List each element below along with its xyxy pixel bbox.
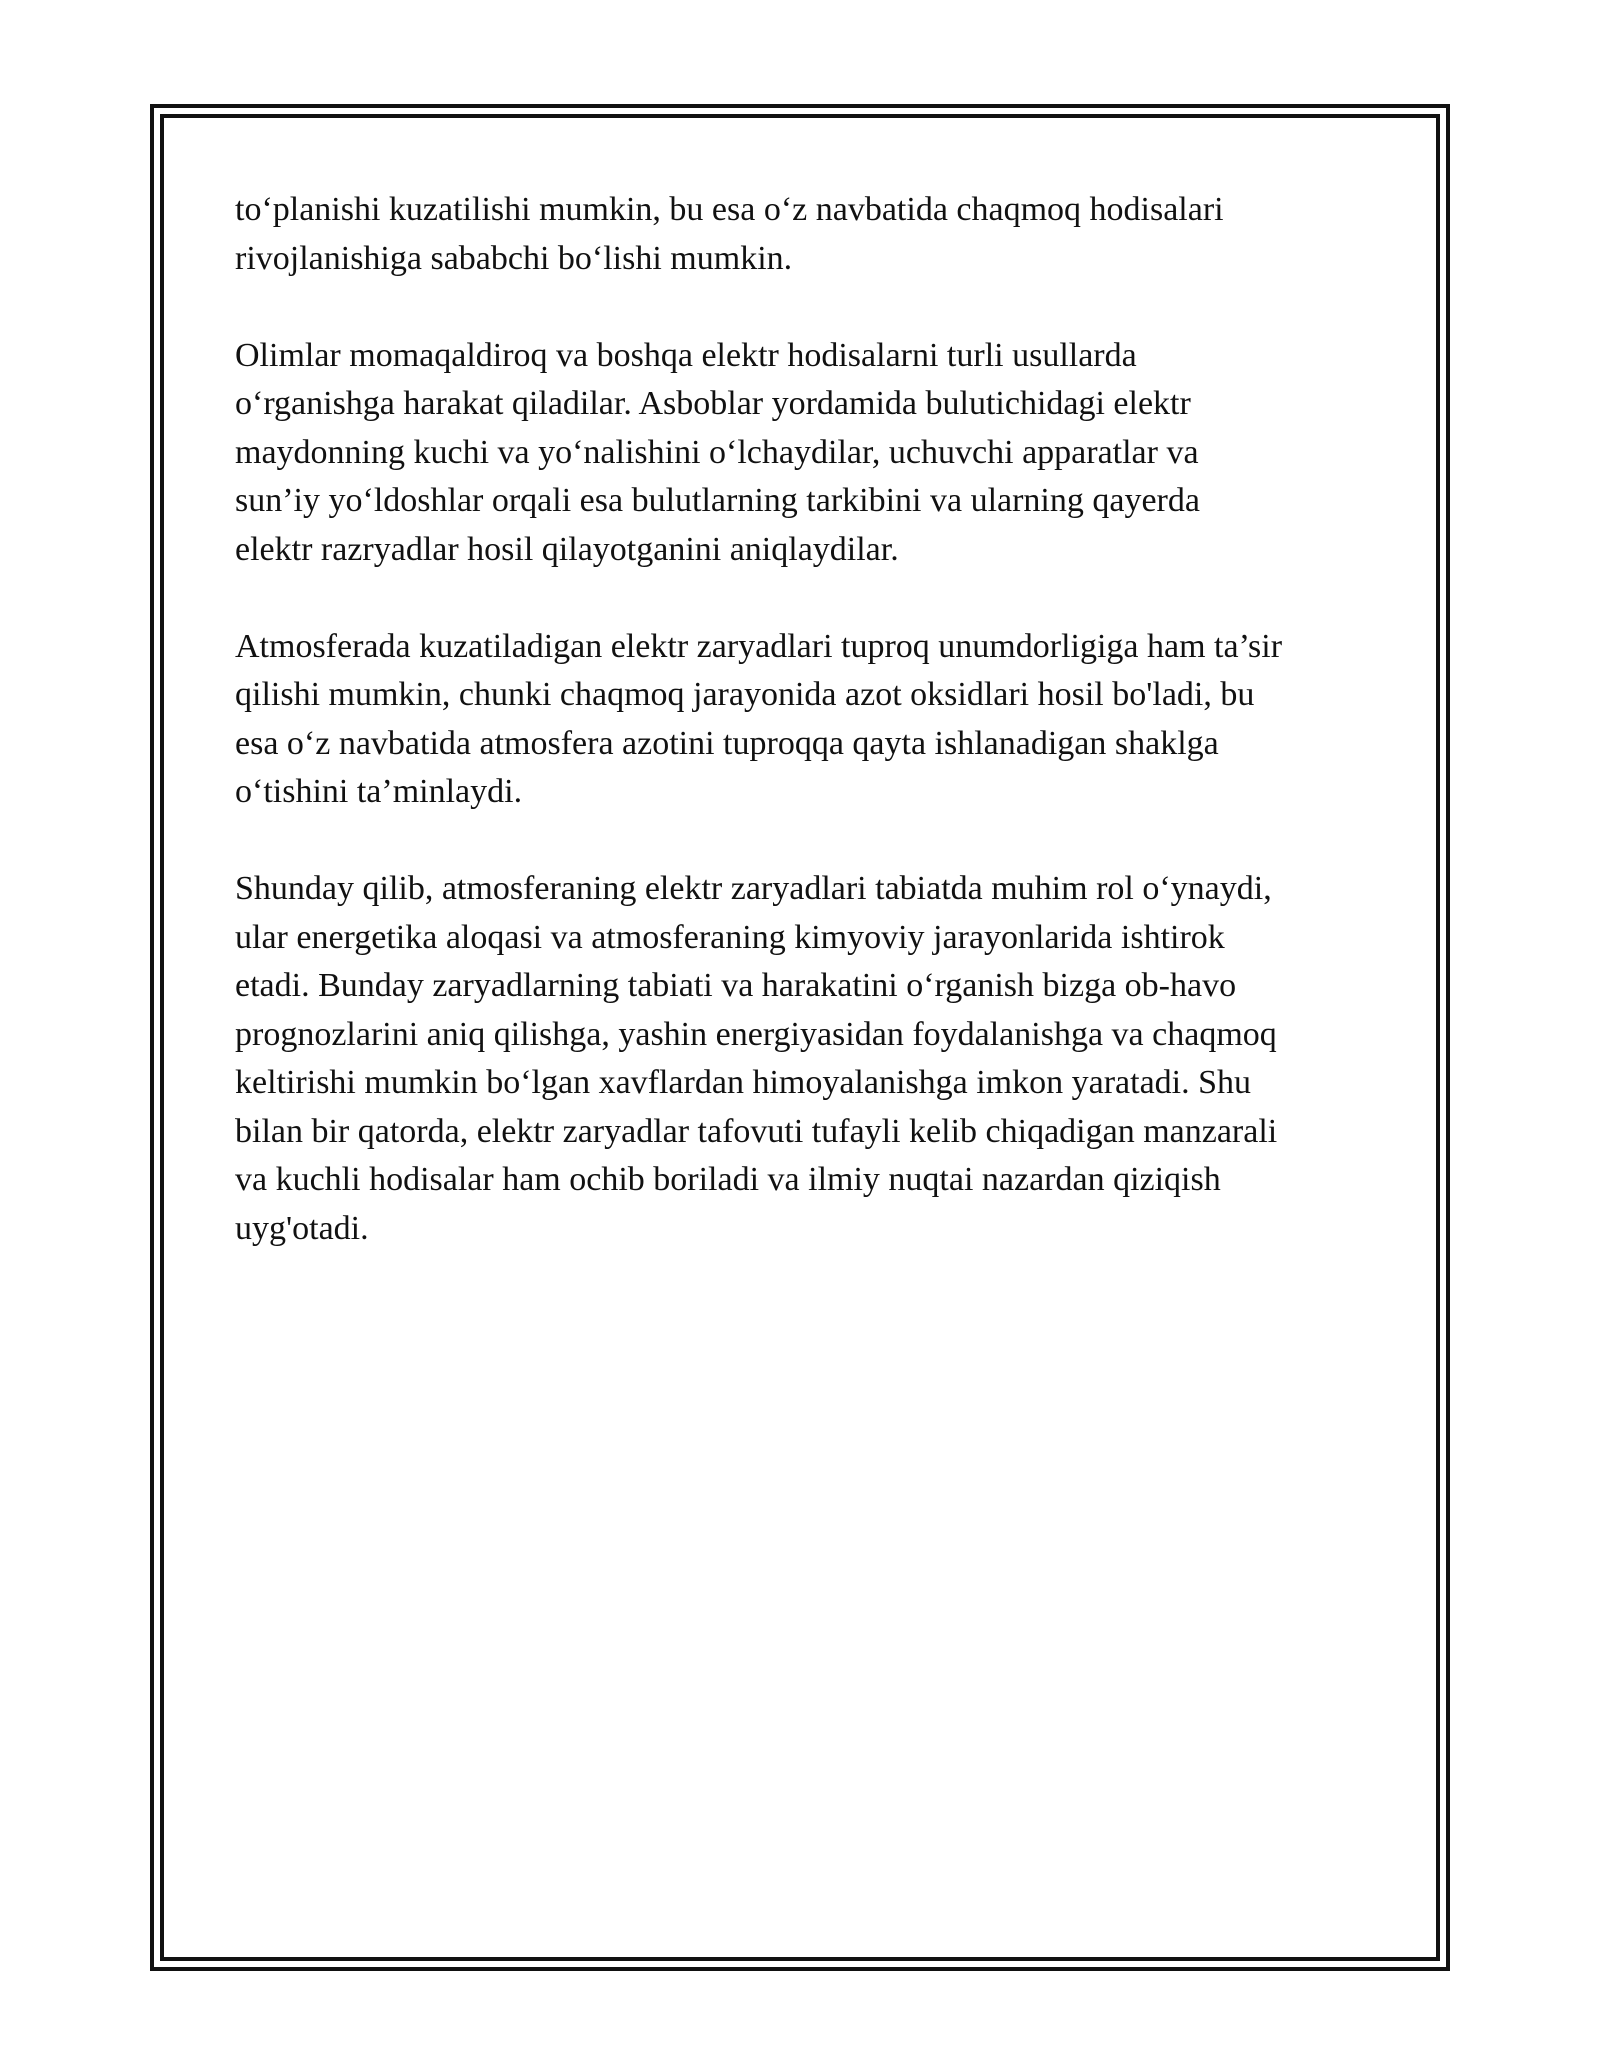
text-line: uyg'otadi.: [235, 1209, 369, 1247]
text-line: maydonning kuchi va yo‘nalishini o‘lchaydilar, uchuvchi apparatlar va: [235, 433, 1199, 471]
text-line: esa o‘z navbatida atmosfera azotini tuproqqa qayta ishlanadigan shaklga: [235, 724, 1219, 762]
text-line: keltirishi mumkin bo‘lgan xavflardan himoyalanishga imkon yaratadi. Shu: [235, 1064, 1252, 1101]
paragraph-4: [235, 865, 1375, 1253]
paragraph-3: [235, 623, 1375, 817]
text-line: rivojlanishiga sababchi bo‘lishi mumkin.: [235, 239, 793, 277]
text-line: sun’iy yo‘ldoshlar orqali esa bulutlarning tarkibini va ularning qayerda: [235, 482, 1200, 519]
text-line: Atmosferada kuzatiladigan elektr zaryadlari tuproq unumdorligiga ham ta’sir: [235, 627, 1283, 665]
text-line: Shunday qilib, atmosferaning elektr zaryadlari tabiatda muhim rol o‘ynaydi,: [235, 870, 1272, 907]
text-line: etadi. Bunday zaryadlarning tabiati va harakatini o‘rganish bizga ob-havo: [235, 967, 1237, 1004]
text-line: o‘rganishga harakat qiladilar. Asboblar yordamida bulutichidagi elektr: [235, 385, 1191, 422]
text-line: qilishi mumkin, chunki chaqmoq jarayonida azot oksidlari hosil bo'ladi, bu: [235, 676, 1255, 713]
text-line: bilan bir qatorda, elektr zaryadlar tafovuti tufayli kelib chiqadigan manzarali: [235, 1112, 1278, 1150]
document-body: [235, 186, 1375, 1302]
paragraph-2: [235, 332, 1375, 575]
paragraph-1: [235, 186, 1375, 283]
text-line: ular energetika aloqasi va atmosferaning kimyoviy jarayonlarida ishtirok: [235, 918, 1225, 956]
text-line: va kuchli hodisalar ham ochib boriladi va ilmiy nuqtai nazardan qiziqish: [235, 1161, 1221, 1198]
text-line: o‘tishini ta’minlaydi.: [235, 773, 523, 810]
text-line: prognozlarini aniq qilishga, yashin energiyasidan foydalanishga va chaqmoq: [235, 1015, 1277, 1053]
text-line: elektr razryadlar hosil qilayotganini aniqlaydilar.: [235, 530, 899, 568]
text-line: to‘planishi kuzatilishi mumkin, bu esa o‘z navbatida chaqmoq hodisalari: [235, 191, 1224, 228]
text-line: Olimlar momaqaldiroq va boshqa elektr hodisalarni turli usullarda: [235, 336, 1137, 374]
